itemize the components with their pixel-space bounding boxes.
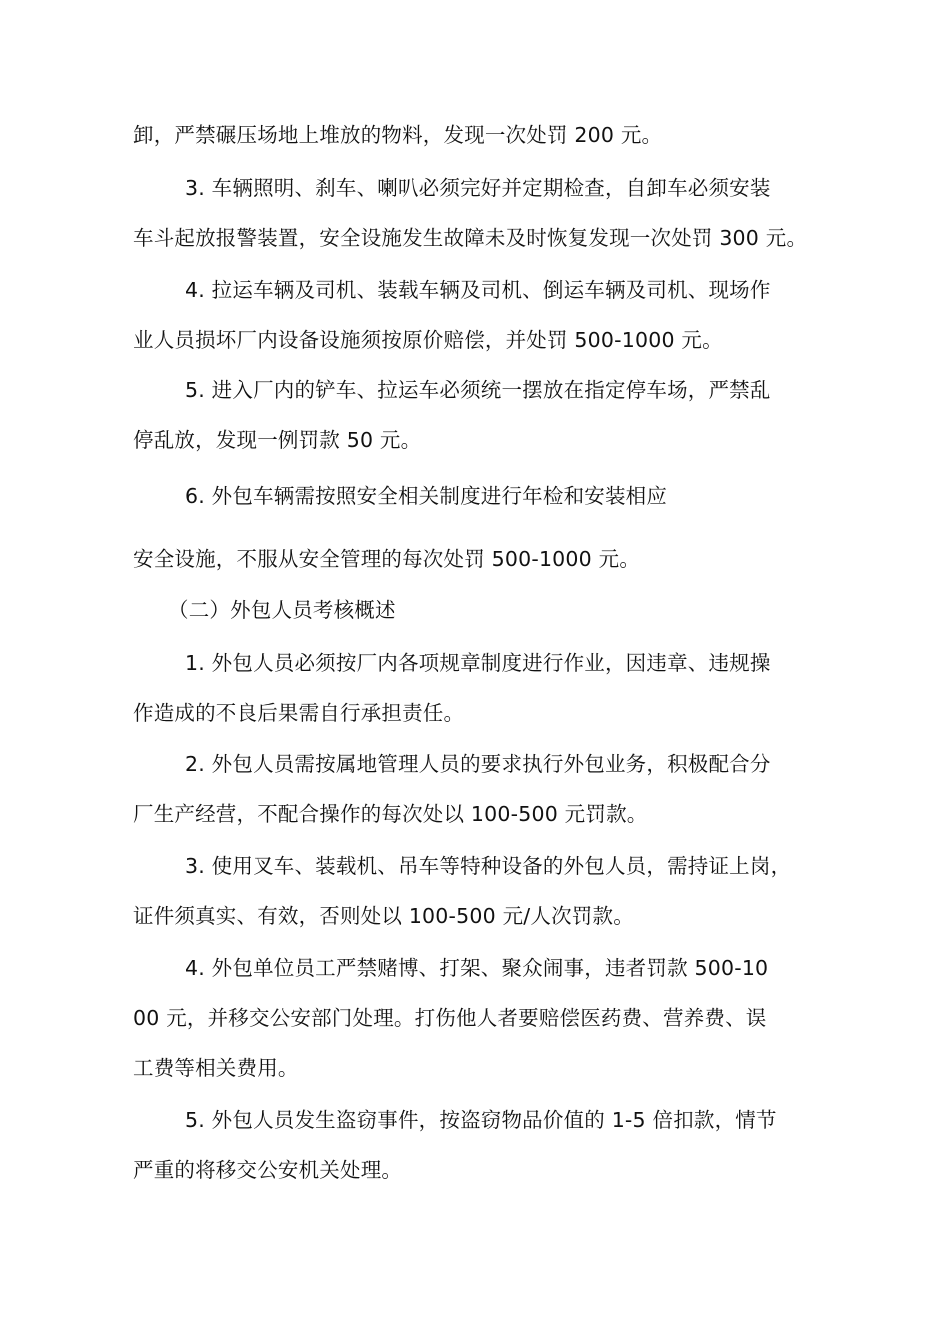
text-line: 4. 拉运车辆及司机、装载车辆及司机、倒运车辆及司机、现场作 [185,278,771,302]
text-line: 3. 使用叉车、装载机、吊车等特种设备的外包人员，需持证上岗， [185,854,792,878]
text-line: 作造成的不良后果需自行承担责任。 [133,701,465,725]
text-line: 证件须真实、有效，否则处以 100-500 元/人次罚款。 [133,904,634,928]
text-line: 停乱放，发现一例罚款 50 元。 [133,428,422,452]
text-line: 业人员损坏厂内设备设施须按原价赔偿，并处罚 500-1000 元。 [133,328,723,352]
text-line: 2. 外包人员需按属地管理人员的要求执行外包业务，积极配合分 [185,752,771,776]
text-line: 4. 外包单位员工严禁赌博、打架、聚众闹事，违者罚款 500-10 [185,956,769,980]
text-line: 车斗起放报警装置，安全设施发生故障未及时恢复发现一次处罚 300 元。 [133,226,808,250]
text-line: 5. 外包人员发生盗窃事件，按盗窃物品价值的 1-5 倍扣款，情节 [185,1108,777,1132]
text-line: 工费等相关费用。 [133,1056,299,1080]
section-heading: （二）外包人员考核概述 [168,598,396,622]
text-line: 6. 外包车辆需按照安全相关制度进行年检和安装相应 [185,484,668,508]
text-line: 卸，严禁碾压场地上堆放的物料，发现一次处罚 200 元。 [133,123,663,147]
text-line: 3. 车辆照明、刹车、喇叭必须完好并定期检查，自卸车必须安装 [185,176,771,200]
text-line: 5. 进入厂内的铲车、拉运车必须统一摆放在指定停车场，严禁乱 [185,378,771,402]
text-line: 1. 外包人员必须按厂内各项规章制度进行作业，因违章、违规操 [185,651,771,675]
text-line: 严重的将移交公安机关处理。 [133,1158,403,1182]
text-line: 厂生产经营，不配合操作的每次处以 100-500 元罚款。 [133,802,648,826]
text-line: 00 元，并移交公安部门处理。打伤他人者要赔偿医药费、营养费、误 [133,1006,767,1030]
text-line: 安全设施，不服从安全管理的每次处罚 500-1000 元。 [133,547,641,571]
